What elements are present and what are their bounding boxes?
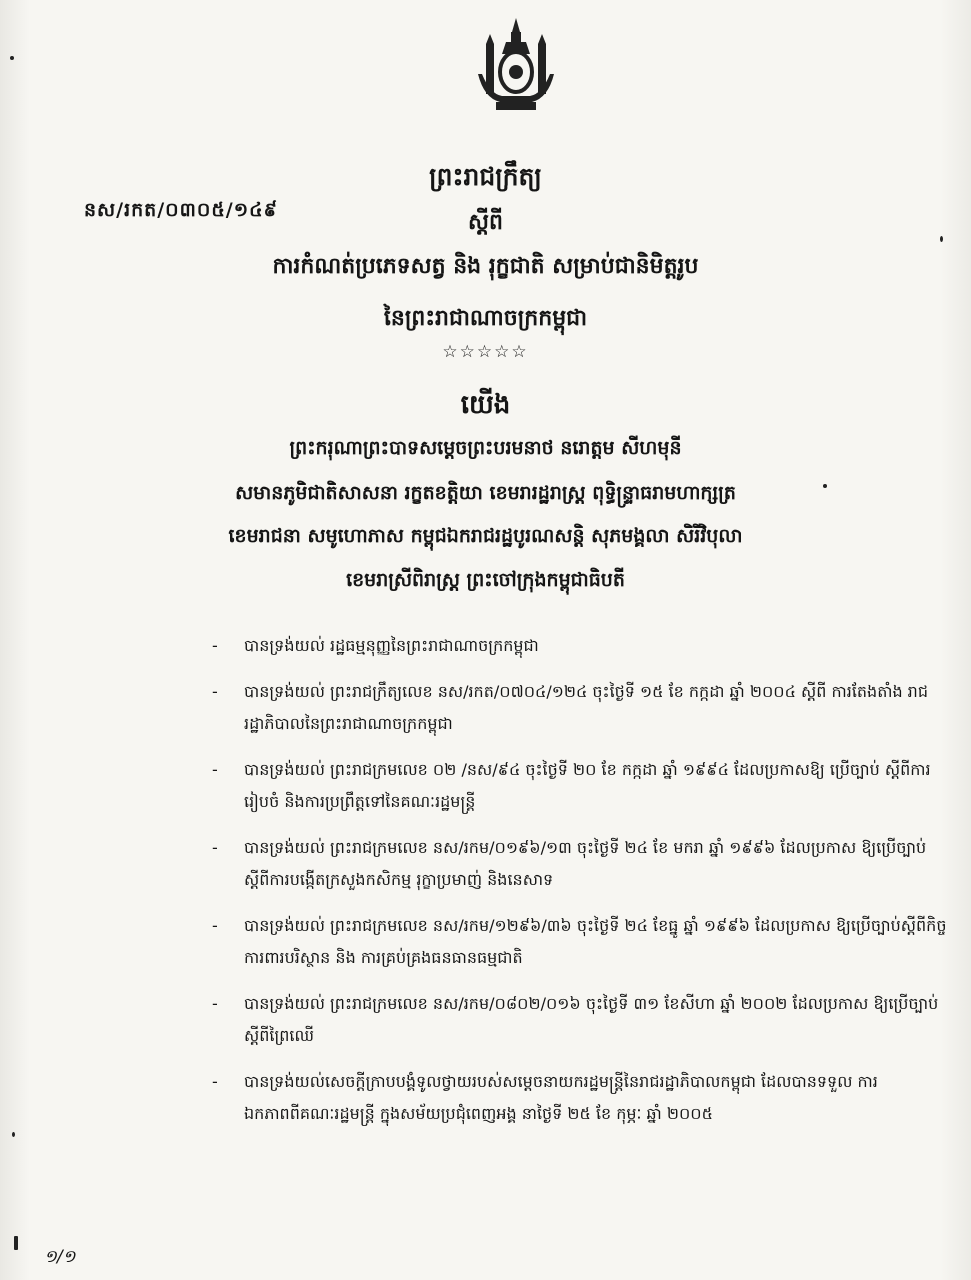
document-about-label: ស្តីពី xyxy=(468,210,503,235)
page-number: ១/១ xyxy=(44,1247,76,1267)
list-dash: - xyxy=(212,760,218,779)
list-item xyxy=(212,988,947,1052)
list-dash: - xyxy=(212,682,218,701)
list-item xyxy=(212,910,947,974)
royal-arms-emblem-icon xyxy=(470,14,562,114)
list-item-text: បានទ្រង់យល់ ព្រះរាជក្រមលេខ នស/រកម/០៨០២/០១៦ ចុះថ្ងៃទី ៣១ ខែសីហា ឆ្នាំ ២០០២ ដែលប្រកាស ឱ្យប្រើច្បាប់ស្តីពីព្រៃឈើ xyxy=(244,994,939,1045)
decree-number: នស/រកត/០៣០៥/១៤៩ xyxy=(84,199,278,221)
scan-speck xyxy=(14,1236,18,1250)
list-item xyxy=(212,676,947,740)
king-title-line-4: ខេមរាស្រីពិរាស្ត្រ ព្រះចៅក្រុងកម្ពុជាធិបតី xyxy=(346,569,625,591)
list-item-text: បានទ្រង់យល់សេចក្តីក្រាបបង្គំទូលថ្វាយរបស់សម្តេចនាយករដ្ឋមន្ត្រីនៃរាជរដ្ឋាភិបាលកម្ពុជា ដែលបានទទួល ការឯកភាពពីគណៈរដ្ឋមន្ត្រី ក្នុងសម័យប្រជុំពេញអង្គ នាថ្ងៃទី ២៥ ខែ កុម្ភៈ ឆ្នាំ ២០០៥ xyxy=(244,1072,878,1123)
list-item-text: បានទ្រង់យល់ ព្រះរាជក្រឹត្យលេខ នស/រកត/០៧០៤/១២៤ ចុះថ្ងៃទី ១៥ ខែ កក្កដា ឆ្នាំ ២០០៤ ស្តីពី ការតែងតាំង រាជរដ្ឋាភិបាលនៃព្រះរាជាណាចក្រកម្ពុជា xyxy=(244,682,928,733)
scan-speck xyxy=(12,1132,15,1137)
scan-speck xyxy=(10,56,14,60)
list-item-text: បានទ្រង់យល់ ព្រះរាជក្រមលេខ នស/រកម/០១៩៦/១៣ ចុះថ្ងៃទី ២៤ ខែ មករា ឆ្នាំ ១៩៩៦ ដែលប្រកាស ឱ្យប្រើច្បាប់ស្តីពីការបង្កើតក្រសួងកសិកម្ម រុក្ខាប្រមាញ់ និងនេសាទ xyxy=(244,838,927,889)
document-subject-line-1: ការកំណត់ប្រភេទសត្វ និង រុក្ខជាតិ សម្រាប់ជានិមិត្តរូប xyxy=(272,254,699,279)
stars-divider: ☆☆☆☆☆ xyxy=(442,342,529,362)
list-dash: - xyxy=(212,636,218,655)
king-title-line-2: សមានភូមិជាតិសាសនា រក្ខតខត្តិយា ខេមរារដ្ឋរាស្ត្រ ពុទ្ធិន្ទ្រាធរាមហាក្សត្រ xyxy=(235,482,736,504)
list-dash: - xyxy=(212,916,218,935)
list-item xyxy=(212,832,947,896)
list-dash: - xyxy=(212,994,218,1013)
list-dash: - xyxy=(212,1072,218,1091)
king-title-line-1: ព្រះករុណាព្រះបាទសម្តេចព្រះបរមនាថ នរោត្តម សីហមុនី xyxy=(289,437,682,459)
list-item-text: បានទ្រង់យល់ ព្រះរាជក្រមលេខ នស/រកម/១២៩៦/៣៦ ចុះថ្ងៃទី ២៤ ខែធ្នូ ឆ្នាំ ១៩៩៦ ដែលប្រកាស ឱ្យប្រើច្បាប់ស្តីពីកិច្ចការពារបរិស្ថាន និង ការគ្រប់គ្រងធនធានធម្មជាតិ xyxy=(244,916,947,967)
we-heading: យើង xyxy=(460,390,511,420)
considerations-list xyxy=(212,630,947,1144)
document-title: ព្រះរាជក្រឹត្យ xyxy=(429,162,542,191)
scan-speck xyxy=(823,484,827,488)
king-title-line-3: ខេមរាជនា សមូហោភាស កម្ពុជឯករាជរដ្ឋបូរណសន្តិ សុភមង្គលា សិរីវិបុលា xyxy=(228,525,743,547)
scan-speck xyxy=(940,236,943,242)
list-dash: - xyxy=(212,838,218,857)
list-item-text: បានទ្រង់យល់ រដ្ឋធម្មនុញ្ញនៃព្រះរាជាណាចក្រកម្ពុជា xyxy=(244,636,539,655)
list-item xyxy=(212,630,947,662)
document-subject-line-2: នៃព្រះរាជាណាចក្រកម្ពុជា xyxy=(383,306,588,331)
list-item xyxy=(212,754,947,818)
list-item-text: បានទ្រង់យល់ ព្រះរាជក្រមលេខ ០២ /នស/៩៤ ចុះថ្ងៃទី ២០ ខែ កក្កដា ឆ្នាំ ១៩៩៤ ដែលប្រកាសឱ្យ ប្រើច្បាប់ ស្តីពីការរៀបចំ និងការប្រព្រឹត្តទៅនៃគណៈរដ្ឋមន្ត្រី xyxy=(244,760,931,811)
list-item xyxy=(212,1066,947,1130)
